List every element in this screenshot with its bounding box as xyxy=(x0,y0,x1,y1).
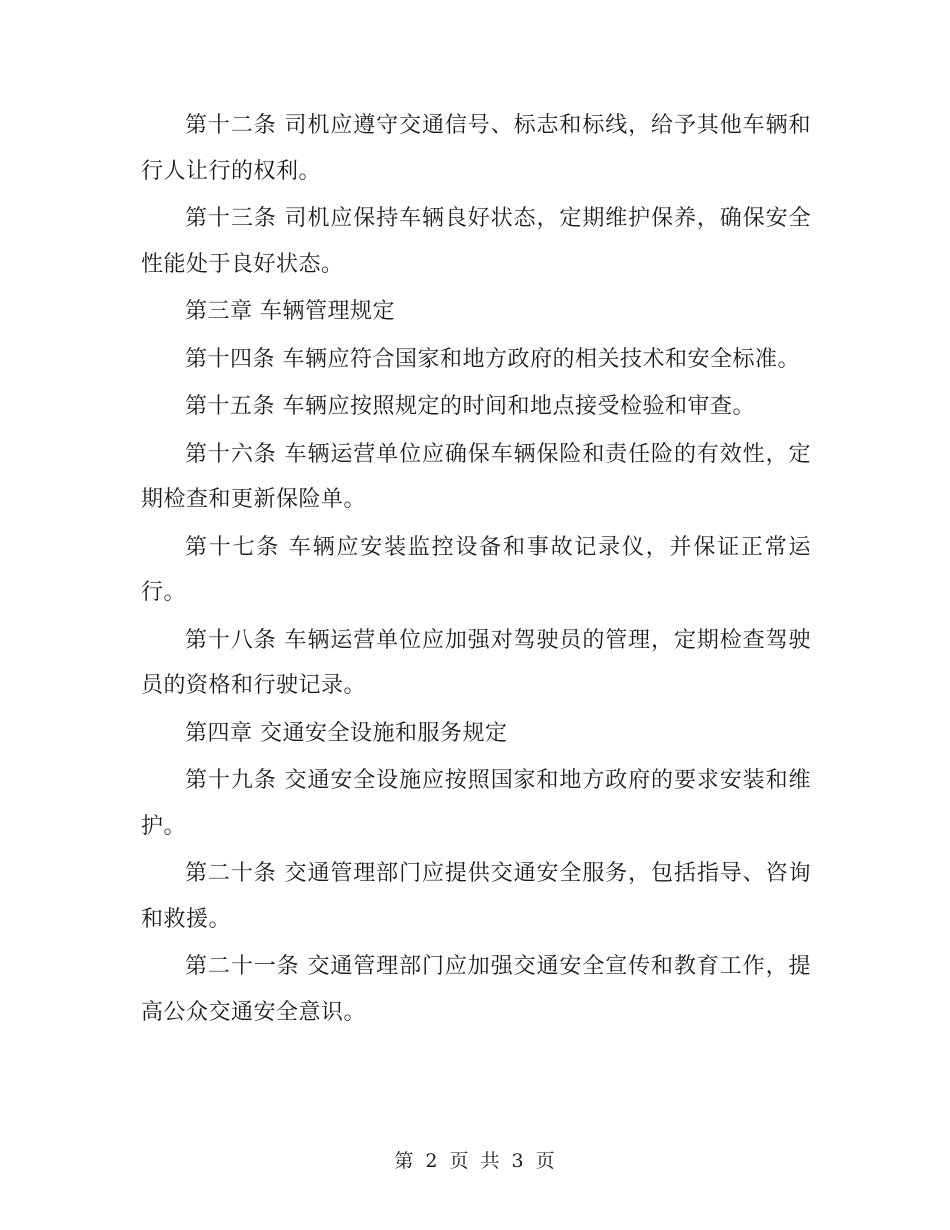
article-14-paragraph: 第十四条 车辆应符合国家和地方政府的相关技术和安全标准。 xyxy=(185,346,800,372)
article-13-paragraph: 第十三条 司机应保持车辆良好状态，定期维护保养，确保安全性能处于良好状态。 xyxy=(141,206,811,277)
article-17-paragraph: 第十七条 车辆应安装监控设备和事故记录仪，并保证正常运行。 xyxy=(141,534,811,605)
article-21-paragraph: 第二十一条 交通管理部门应加强交通安全宣传和教育工作，提高公众交通安全意识。 xyxy=(141,954,811,1025)
article-16-paragraph: 第十六条 车辆运营单位应确保车辆保险和责任险的有效性，定期检查和更新保险单。 xyxy=(141,441,811,512)
article-12-paragraph: 第十二条 司机应遵守交通信号、标志和标线，给予其他车辆和行人让行的权利。 xyxy=(141,113,811,184)
chapter-4-heading: 第四章 交通安全设施和服务规定 xyxy=(185,720,508,746)
article-20-paragraph: 第二十条 交通管理部门应提供交通安全服务，包括指导、咨询和救援。 xyxy=(141,861,811,932)
page-number-footer: 第 2 页 共 3 页 xyxy=(394,1150,556,1172)
chapter-3-heading: 第三章 车辆管理规定 xyxy=(185,299,395,324)
article-19-paragraph: 第十九条 交通安全设施应按照国家和地方政府的要求安装和维护。 xyxy=(141,768,811,839)
article-18-paragraph: 第十八条 车辆运营单位应加强对驾驶员的管理，定期检查驾驶员的资格和行驶记录。 xyxy=(141,627,811,698)
article-15-paragraph: 第十五条 车辆应按照规定的时间和地点接受检验和审查。 xyxy=(185,394,755,419)
document-body xyxy=(141,103,811,1037)
